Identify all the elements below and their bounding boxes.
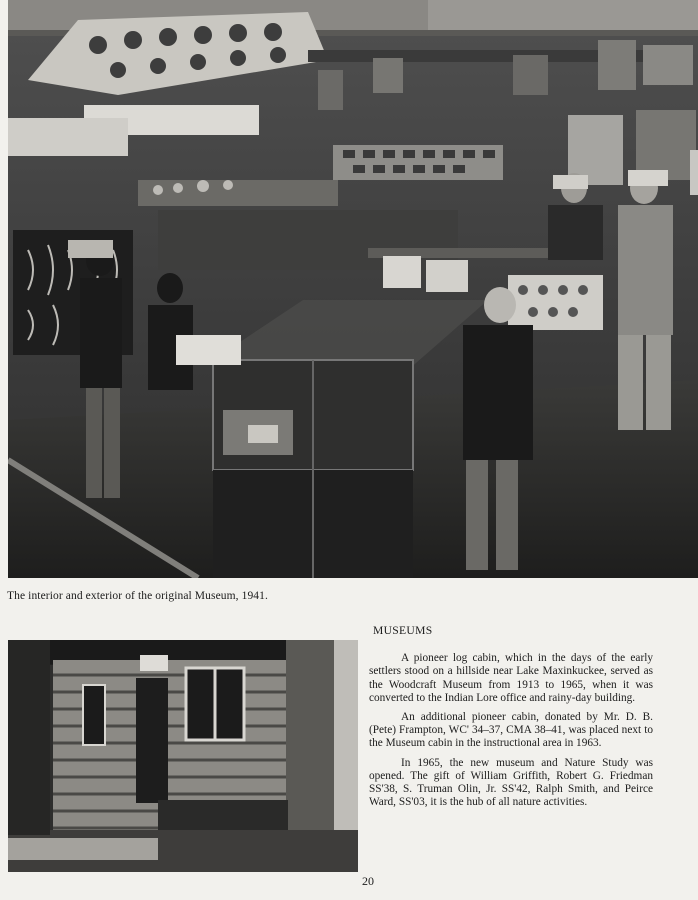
museum-exterior-photo: [8, 640, 358, 872]
article-paragraph: A pioneer log cabin, which in the days of the early settlers stood on a hillside near Lake Maxinkuckee, served as the Woodcraft Museum from 1913 to 1965, when it was converted to the Indian Lore office and rainy-day building.: [369, 652, 653, 704]
museum-interior-photo: [8, 0, 698, 578]
article-heading: MUSEUMS: [373, 624, 433, 637]
photo-caption: The interior and exterior of the original Museum, 1941.: [7, 590, 268, 602]
article-paragraph: An additional pioneer cabin, donated by Mr. D. B. (Pete) Frampton, WC' 34–37, CMA 38–41, was placed next to the Museum cabin in the instructional area in 1963.: [369, 711, 653, 750]
page-number: 20: [362, 874, 374, 888]
museums-article: [369, 624, 653, 815]
article-paragraph: In 1965, the new museum and Nature Study was opened. The gift of William Griffith, Robert G. Friedman SS'38, S. Truman Olin, Jr. SS'42, Ralph Smith, and Peirce Ward, SS'03, it is the hub of all nature activities.: [369, 756, 653, 809]
